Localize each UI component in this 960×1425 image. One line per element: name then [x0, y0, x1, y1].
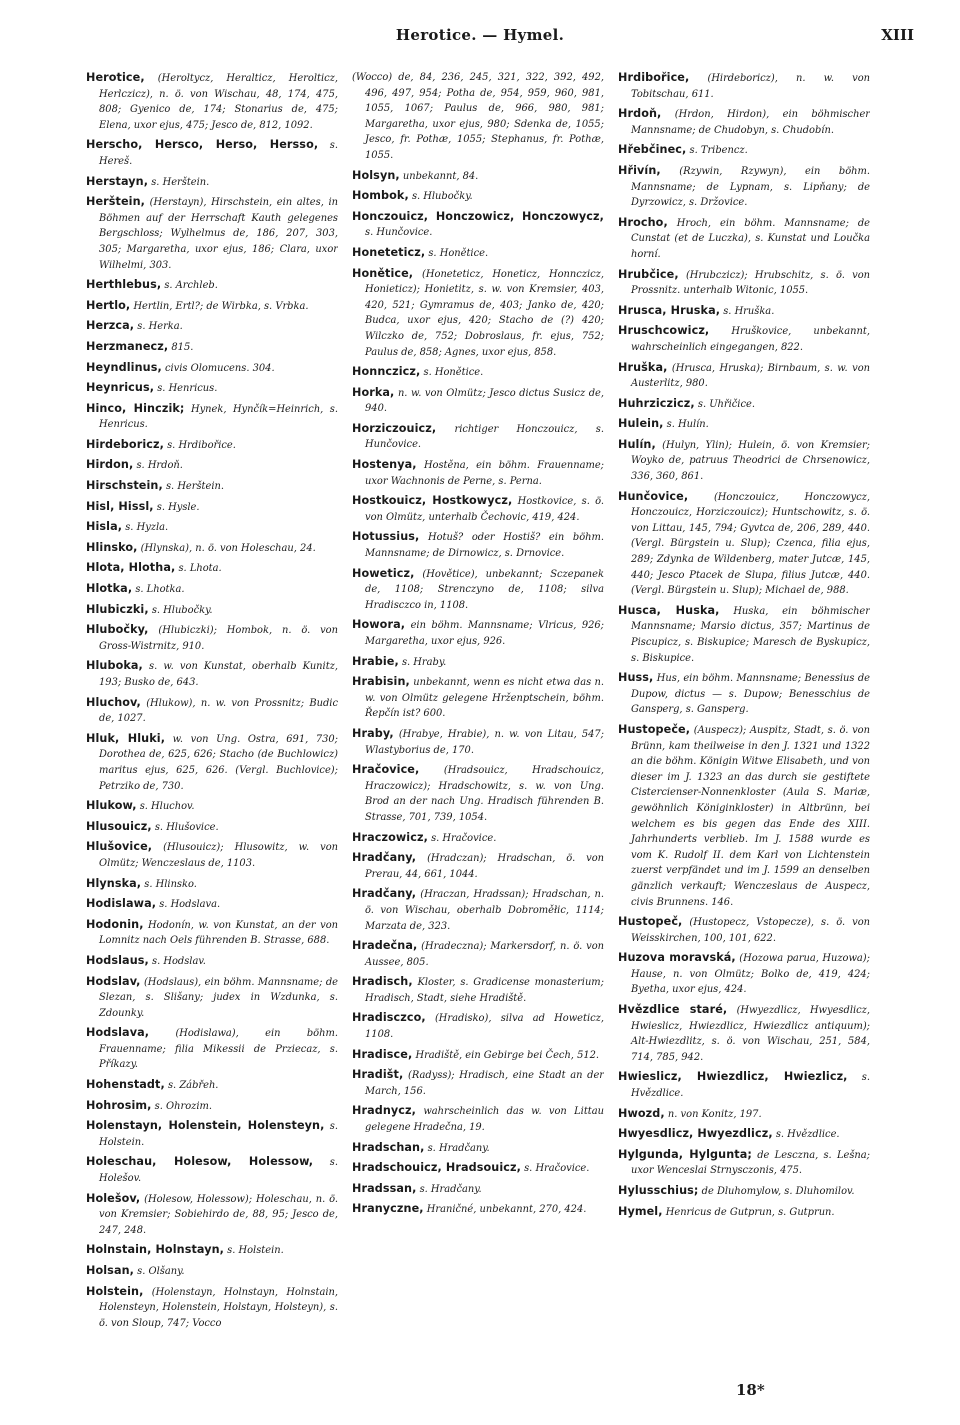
entry-text: Kloster, s. Gradicense monasterium; Hradisch, Stadt, siehe Hradiště.	[365, 977, 604, 1004]
entry-headword: Hradssan,	[352, 1181, 417, 1195]
entry-text: Huska, ein böhmischer Mannsname; Marsio dictus, 357; Martinus de Piscupicz, s. Biskupice; Maresch de Byskupicz, s. Biskupice.	[631, 605, 870, 664]
entry-headword: Hlusouicz,	[86, 819, 152, 833]
entry-text: s. Lhotka.	[135, 584, 185, 596]
entry-headword: Hluk, Hluki,	[86, 731, 166, 745]
entry-text: (Hlubiczki); Hombok, n. ö. von Gross-Wistrnitz, 910.	[99, 625, 338, 652]
index-entry	[352, 1181, 604, 1198]
entry-text: (Hrdon, Hirdon), ein böhmischer Mannsname; de Chudobyn, s. Chudobín.	[631, 109, 870, 136]
entry-headword: Hisla,	[86, 520, 123, 534]
index-entry	[86, 457, 338, 474]
column-left	[86, 70, 338, 1370]
entry-headword: Herzmanecz,	[86, 339, 169, 353]
entry-text: 815.	[171, 341, 194, 353]
entry-headword: Hylusschius;	[618, 1184, 699, 1197]
index-entry	[618, 950, 870, 998]
entry-text: (Hustopecz, Vstopecze), s. ö. von Weisskirchen, 100, 101, 622.	[631, 917, 870, 944]
entry-text: s. Hysle.	[156, 501, 200, 513]
index-entry	[618, 603, 870, 666]
index-entry	[352, 493, 604, 525]
index-entry	[86, 174, 338, 191]
entry-headword: Hirdon,	[86, 458, 134, 472]
entry-headword: Hustopeč,	[618, 915, 683, 929]
entry-text: (Auspecz); Auspitz, Stadt, s. ö. von Brünn, kam theilweise in den J. 1321 und 1322 an die böhm. Königin Witwe Elisabeth, und von dieser im J. 1323 an das durch sie gestiftete Cistercienser-Nonnenkloster (Aula S. Mariæ, gewöhnlich Königinkloster) in Altbrünn, bei welchem es bis gegen das Ende des XIII. Jahrhunderts verblieb. Im J. 1588 wurde es vom K. Rudolf II. dem Karl von Lichtenstein zuerst verpfändet und im J. 1599 an denselben gänzlich verkauft; Wenczeslaus de Auspecz, civis Brunnens. 146.	[631, 724, 870, 908]
entry-headword: Hwieslicz, Hwiezdlicz, Hwiezlicz,	[618, 1070, 848, 1084]
entry-text: w. von Ung. Ostra, 691, 730; Dorothea de, 625, 626; Stacho (de Buchlowicz) maritus ejus, 625, 626. (Vergl. Buchlovice); Petrziko de, 730.	[99, 733, 338, 792]
entry-headword: Honczouicz, Honczowicz, Honczowycz,	[352, 209, 604, 223]
index-entry	[618, 142, 870, 159]
entry-headword: Herzca,	[86, 319, 135, 333]
index-entry	[618, 360, 870, 392]
index-entry	[86, 581, 338, 598]
entry-headword: Hračovice,	[352, 763, 420, 777]
index-entry	[86, 1118, 338, 1150]
entry-headword: Hlukow,	[86, 799, 137, 813]
entry-text: s. Hodslava.	[159, 899, 221, 911]
entry-headword: Hrdoň,	[618, 107, 662, 121]
index-entry	[86, 622, 338, 654]
entry-headword: Hodslaus,	[86, 953, 149, 967]
index-entry	[86, 1025, 338, 1073]
entry-headword: Honeteticz,	[352, 245, 426, 259]
entry-headword: Hradčany,	[352, 851, 417, 865]
entry-text: Hradiště, ein Gebirge bei Čech, 512.	[415, 1049, 600, 1061]
index-entry	[86, 798, 338, 815]
column-right	[618, 70, 870, 1370]
index-entry	[352, 421, 604, 453]
entry-headword: Hostkouicz, Hostkowycz,	[352, 494, 513, 508]
entry-headword: Hwyesdlicz, Hwyezdlicz,	[618, 1127, 773, 1141]
entry-text: s. Hyzla.	[125, 522, 169, 534]
entry-headword: Hodslav,	[86, 974, 141, 988]
entry-headword: Hřivín,	[618, 163, 661, 177]
entry-headword: Hustopeče,	[618, 722, 691, 736]
index-entry	[86, 819, 338, 836]
index-entry	[352, 70, 604, 164]
entry-text: Hraničné, unbekannt, 270, 424.	[426, 1204, 587, 1216]
entry-headword: Hohrosim,	[86, 1098, 152, 1112]
running-head: Herotice. — Hymel.	[395, 26, 565, 44]
entry-headword: Hostenya,	[352, 458, 417, 472]
entry-text: richtiger Honczouicz, s. Hunčovice.	[365, 423, 604, 451]
entry-headword: Hrusca, Hruska,	[618, 303, 721, 317]
index-entry	[618, 267, 870, 299]
entry-headword: Herthlebus,	[86, 278, 162, 292]
entry-text: (Hirdeboricz), n. w. von Tobitschau, 611.	[631, 73, 870, 100]
index-entry	[86, 318, 338, 335]
entry-headword: Hlotka,	[86, 582, 133, 596]
entry-text: (Heroltycz, Heralticz, Herolticz, Herlczicz), n. ö. von Wischau, 48, 174, 475, 808; Gyenico de, 174; Stonarius de, 475; Elena, uxor ejus, 475; Jesco de, 812, 1092.	[99, 73, 338, 131]
entry-text: (Hlukow), n. w. von Prossnitz; Budic de, 1027.	[99, 697, 338, 725]
entry-text: s. Tribencz.	[689, 145, 748, 157]
entry-headword: Hřebčinec,	[618, 143, 687, 157]
column-middle	[352, 70, 604, 1370]
entry-text: (Rzywin, Rzywyn), ein böhm. Mannsname; de Lypnam, s. Lipňany; de Dyrzowicz, s. Držovice.	[631, 165, 870, 209]
entry-text: (Hraczan, Hradssan); Hradschan, n. ö. von Wischau, oberhalb Dobroměłic, 1114; Marzata de, 323.	[365, 889, 604, 932]
entry-headword: Hrubčice,	[618, 267, 679, 281]
index-entry	[86, 1098, 338, 1115]
index-entry	[352, 830, 604, 847]
entry-headword: Huss,	[618, 671, 654, 685]
entry-text: s. Hvězdlice.	[775, 1129, 840, 1141]
entry-text: (Hwyezdlicz, Hwyesdlicz, Hwieslicz, Hwiezdlicz, Hwiezdlicz antiquum); Alt-Hwiezdlitz, s. ö. von Wischau, 251, 584, 714, 785, 942.	[631, 1005, 870, 1063]
entry-headword: Hlinsko,	[86, 540, 138, 554]
entry-headword: Hirdeboricz,	[86, 437, 164, 451]
entry-headword: Heynricus,	[86, 381, 155, 395]
entry-text: Hotuš? oder Hostiš? ein böhm. Mannsname; de Dirnowicz, s. Drnovice.	[365, 532, 604, 560]
entry-text: (Hovětice), unbekannt; Sczepanek de, 1108; Strenczyno de, 1108; silva Hradisczco in, 1108.	[365, 568, 604, 611]
index-entry	[86, 1284, 338, 1332]
entry-text: Hostkovice, s. ö. von Olmütz, unterhalb Čechovic, 419, 424.	[365, 496, 604, 523]
entry-headword: Husca, Huska,	[618, 603, 720, 617]
entry-text: s. Lhota.	[178, 563, 222, 575]
entry-text: s. Ohrozim.	[154, 1100, 213, 1112]
entry-headword: Heyndlinus,	[86, 360, 162, 374]
index-entry	[86, 658, 338, 690]
entry-text: s. Hluchov.	[139, 801, 195, 813]
entry-headword: Hunčovice,	[618, 489, 689, 503]
index-entry	[86, 1263, 338, 1280]
entry-headword: Hluchov,	[86, 695, 141, 709]
entry-text: (Hradeczna); Markersdorf, n. ö. von Aussee, 805.	[365, 941, 604, 968]
entry-text: (Hlusouicz); Hlusowitz, w. von Olmütz; Wenczeslaus de, 1103.	[99, 842, 338, 869]
entry-text: Hus, ein böhm. Mannsname; Benessius de Dupow, dictus — s. Dupow; Benesschius de Gansperg, s. Gansperg.	[631, 673, 870, 716]
entry-headword: Horka,	[352, 385, 395, 399]
entry-text: s. Holstein.	[99, 1121, 338, 1148]
entry-headword: Hradisce,	[352, 1047, 413, 1061]
index-entry	[86, 1154, 338, 1186]
entry-headword: Horziczouicz,	[352, 421, 437, 435]
entry-text: s. Holstein.	[227, 1245, 284, 1257]
entry-text: de Lesczna, s. Lešna; uxor Wenceslai Strnysczonis, 475.	[631, 1149, 870, 1177]
entry-text: ein böhm. Mannsname; Vlricus, 926; Margaretha, uxor ejus, 926.	[365, 620, 604, 647]
entry-text: n. von Konitz, 197.	[667, 1108, 762, 1120]
entry-text: s. w. von Kunstat, oberhalb Kunitz, 193; Busko de, 643.	[99, 661, 338, 688]
index-entry	[352, 654, 604, 671]
entry-text: s. Zábřeh.	[167, 1080, 219, 1092]
entry-headword: Honětice,	[352, 266, 414, 280]
entry-headword: Hlynska,	[86, 876, 142, 890]
index-entry	[86, 695, 338, 727]
entry-text: (Hodslaus), ein böhm. Mannsname; de Slezan, s. Slišany; judex in Wzdunka, s. Zdounky.	[99, 976, 338, 1019]
entry-headword: Hradschan,	[352, 1140, 425, 1154]
index-entry	[352, 245, 604, 262]
entry-headword: Holešov,	[86, 1191, 141, 1205]
entry-text: (Hulyn, Ylin); Hulein, ö. von Kremsier; Woyko de, patruus Theodrici de Chrsenowicz, 336, 360, 861.	[631, 439, 870, 483]
entry-text: Hertlin, Ertl?; de Wirbka, s. Vrbka.	[133, 300, 309, 312]
entry-text: s. Hračovice.	[524, 1163, 590, 1175]
index-entry	[86, 731, 338, 794]
entry-text: s. Hlubočky.	[411, 191, 473, 203]
entry-headword: Hodonin,	[86, 917, 144, 931]
index-entry	[86, 519, 338, 536]
index-entry	[86, 70, 338, 133]
entry-text: (Herstayn), Hirschstein, ein altes, in Böhmen auf der Herrschaft Kauth gelegenes Bergschloss; Wylhelmus de, 186, 207, 303, 305; Margaretha, uxor ejus, 186; Clara, uxor Wilhelmi, 303.	[99, 197, 338, 271]
entry-headword: Herštein,	[86, 195, 146, 209]
index-entry	[352, 762, 604, 825]
entry-text: s. Honětice.	[423, 367, 484, 379]
index-entry	[86, 339, 338, 356]
entry-headword: Honnczicz,	[352, 365, 421, 379]
entry-text: Hruškovice, unbekannt, wahrscheinlich eingegangen, 822.	[631, 326, 870, 353]
index-entry	[86, 360, 338, 377]
entry-headword: Holeschau, Holesow, Holessow,	[86, 1155, 314, 1169]
index-entry	[352, 938, 604, 970]
index-entry	[618, 1002, 870, 1065]
entry-text: s. Uhřičice.	[697, 398, 755, 410]
entry-headword: Holenstayn, Holenstein, Holensteyn,	[86, 1119, 325, 1133]
entry-text: s. Hvězdlice.	[631, 1072, 870, 1100]
entry-headword: Hrabie,	[352, 654, 399, 668]
entry-headword: Hraczowicz,	[352, 830, 428, 844]
index-entry	[352, 364, 604, 381]
entry-text: s. Hradčany.	[419, 1183, 482, 1195]
entry-text: (Holenstayn, Holnstayn, Holnstain, Holensteyn, Holenstein, Holstayn, Holsteyn), s. ö. von Sloup, 747; Vocco	[99, 1286, 338, 1329]
index-entry	[618, 1183, 870, 1200]
index-entry	[352, 266, 604, 361]
index-entry	[86, 896, 338, 913]
index-entry	[86, 1191, 338, 1239]
entry-headword: Hradečna,	[352, 939, 418, 953]
entry-headword: Hotussius,	[352, 530, 420, 544]
entry-text: wahrscheinlich das w. von Littau gelegene Hradečna, 19.	[365, 1106, 604, 1134]
index-entry	[352, 1160, 604, 1177]
index-entry	[618, 303, 870, 320]
entry-headword: Hradišt,	[352, 1068, 404, 1082]
entry-text: unbekannt, wenn es nicht etwa das n. w. von Olmütz gelegene Hrženptschein, böhm. Řepčín ist? 600.	[365, 677, 604, 720]
entry-headword: Hertlo,	[86, 298, 131, 312]
index-entry	[86, 401, 338, 433]
page-number: XIII	[881, 26, 914, 44]
index-entry	[86, 876, 338, 893]
entry-text: (Radyss); Hradisch, eine Stadt an der March, 156.	[365, 1070, 604, 1097]
entry-text: s. Herštein.	[151, 176, 210, 188]
entry-text: s. Olšany.	[137, 1266, 185, 1277]
entry-text: s. Hulín.	[666, 419, 709, 431]
index-entry	[352, 1140, 604, 1157]
entry-headword: Hruška,	[618, 360, 668, 374]
index-columns	[86, 70, 906, 1370]
index-entry	[352, 457, 604, 489]
entry-text: (Hlynska), n. ö. von Holeschau, 24.	[140, 542, 316, 554]
index-entry	[86, 974, 338, 1022]
index-entry	[352, 974, 604, 1006]
index-entry	[352, 850, 604, 882]
entry-headword: Hymel,	[618, 1204, 663, 1218]
index-entry	[352, 566, 604, 614]
entry-text: (Hrabye, Hrabie), n. w. von Litau, 547; Wlastyborius de, 170.	[365, 728, 604, 756]
entry-headword: Hlušovice,	[86, 840, 153, 854]
index-entry	[86, 560, 338, 577]
entry-headword: Hlubočky,	[86, 623, 149, 637]
entry-text: s. Hruška.	[723, 305, 775, 317]
index-entry	[618, 163, 870, 211]
index-entry	[86, 1077, 338, 1094]
entry-headword: Holsyn,	[352, 168, 400, 182]
entry-headword: Holnstain, Holnstayn,	[86, 1243, 225, 1257]
index-entry	[86, 478, 338, 495]
entry-headword: Herscho, Hersco, Herso, Hersso,	[86, 138, 319, 152]
index-entry	[86, 540, 338, 557]
index-entry	[86, 602, 338, 619]
index-entry	[618, 1204, 870, 1221]
entry-text: (Wocco) de, 84, 236, 245, 321, 322, 392, 492, 496, 497, 954; Potha de, 954, 959, 960, 981, 1055, 1067; Paulus de, 966, 980, 981; Margaretha, uxor ejus, 980; Sdenka de, 1055; Jesco, fr. Pothæ, 1055; Stephanus, fr. Pothæ, 1055.	[352, 72, 604, 161]
entry-text: s. Hrdoň.	[136, 460, 183, 472]
entry-text: s. Henricus.	[157, 383, 218, 395]
entry-text: Hostěna, ein böhm. Frauenname; uxor Wachnonis de Perne, s. Perna.	[365, 460, 604, 487]
entry-text: s. Hradčany.	[427, 1142, 490, 1154]
entry-headword: Holsan,	[86, 1264, 135, 1277]
index-entry	[352, 188, 604, 205]
index-entry	[352, 726, 604, 758]
entry-text: civis Olomucens. 304.	[164, 362, 275, 374]
page-header	[0, 26, 960, 52]
index-entry	[86, 137, 338, 169]
index-entry	[352, 385, 604, 417]
entry-headword: Hradisch,	[352, 975, 413, 989]
entry-headword: Hirschstein,	[86, 479, 163, 493]
entry-text: s. Herka.	[137, 321, 183, 333]
index-entry	[352, 209, 604, 241]
entry-headword: Howora,	[352, 618, 406, 632]
entry-text: Hodonín, w. von Kunstat, an der von Lomnitz nach Oels führenden B. Strasse, 688.	[99, 919, 338, 947]
index-entry	[618, 106, 870, 138]
index-entry	[86, 839, 338, 871]
entry-text: s. Hodslav.	[152, 955, 206, 967]
entry-text: s. Holešov.	[99, 1157, 338, 1185]
entry-text: (Hrusca, Hruska); Birnbaum, s. w. von Austerlitz, 980.	[631, 362, 870, 390]
entry-text: Hynek, Hynčík=Heinrich, s. Henricus.	[99, 403, 338, 431]
index-entry	[86, 917, 338, 949]
index-entry	[618, 670, 870, 718]
entry-headword: Hluboka,	[86, 659, 143, 673]
entry-headword: Hodislawa,	[86, 897, 157, 911]
index-entry	[86, 277, 338, 294]
entry-text: s. Archleb.	[164, 280, 218, 292]
index-entry	[352, 1067, 604, 1099]
entry-headword: Hrdibořice,	[618, 71, 690, 84]
index-entry	[618, 1069, 870, 1101]
index-entry	[86, 953, 338, 970]
entry-text: s. Hlubočky.	[151, 604, 213, 616]
index-entry	[352, 1047, 604, 1064]
entry-headword: Hombok,	[352, 189, 409, 203]
entry-headword: Hlubiczki,	[86, 602, 149, 616]
entry-text: (Holesow, Holessow); Holeschau, n. ö. von Kremsier; Sobiehirdo de, 88, 95; Jesco de, 247, 248.	[99, 1193, 338, 1236]
index-entry	[618, 722, 870, 910]
entry-headword: Hohenstadt,	[86, 1078, 165, 1092]
entry-text: (Hozowa parua, Huzowa); Hause, n. von Olmütz; Bolko de, 419, 424; Byetha, uxor ejus, 424.	[631, 953, 870, 996]
entry-headword: Hwozd,	[618, 1106, 665, 1120]
index-entry	[352, 1201, 604, 1218]
entry-text: (Honeteticz, Honeticz, Honnczicz, Honieticz); Honietitz, s. w. von Kremsier, 403, 420, 521; Gymramus de, 403; Janko de, 420; Budca, uxor ejus, 420; Stacho de (?) 420; Wilczko de, 752; Dobroslaus, fr. ejus, 752; Paulus de, 858; Agnes, uxor ejus, 858.	[365, 268, 604, 358]
entry-text: s. Hereš.	[99, 140, 338, 167]
index-entry	[618, 1106, 870, 1123]
entry-text: Henricus de Gutprun, s. Gutprun.	[665, 1206, 835, 1218]
entry-text: (Hradisko), silva ad Howeticz, 1108.	[365, 1013, 604, 1041]
index-entry	[86, 499, 338, 516]
entry-text: Hroch, ein böhm. Mannsname; de Cunstat (et de Luczka), s. Kunstat und Loučka horní.	[631, 217, 870, 260]
index-entry	[618, 416, 870, 433]
index-entry	[352, 168, 604, 185]
entry-text: s. Hračovice.	[431, 832, 497, 844]
entry-text: (Hradczan); Hradschan, ö. von Prerau, 44, 661, 1044.	[365, 853, 604, 880]
entry-headword: Hraby,	[352, 726, 394, 740]
index-entry	[618, 323, 870, 355]
index-entry	[618, 215, 870, 263]
entry-headword: Hisl, Hissl,	[86, 499, 154, 513]
entry-headword: Holstein,	[86, 1284, 144, 1298]
index-entry	[618, 1147, 870, 1179]
entry-text: de Dluhomylow, s. Dluhomilov.	[701, 1186, 855, 1197]
index-entry	[86, 380, 338, 397]
entry-headword: Huzova moravská,	[618, 951, 736, 965]
entry-text: s. Honětice.	[428, 247, 489, 259]
entry-text: s. Hrdibořice.	[167, 439, 236, 451]
entry-text: (Hodislawa), ein böhm. Frauenname; filia Mikessii de Przieca​z, s. Příkazy.	[99, 1028, 338, 1071]
index-entry	[352, 1010, 604, 1042]
entry-headword: Hodslava,	[86, 1026, 150, 1040]
index-entry	[618, 396, 870, 413]
entry-headword: Hruschcowicz,	[618, 324, 710, 338]
entry-text: s. Herštein.	[165, 481, 225, 493]
index-entry	[86, 437, 338, 454]
entry-text: (Honczouicz, Honczowycz, Honczouicz, Horziczouicz); Huntschowitz, s. ö. von Littau, 145, 794; Gyvtca de, 206, 289, 440. (Vergl. Bürgstein u. Slup); Czenca, filia ejus, 289; Zdynka de Wildenberg, mater Jutcæ, 145, 440; Jesco Ptacek de Slupa, filius Jutcæ, 440. (Vergl. Bürgstein u. Slup); Michael de, 988.	[631, 491, 870, 597]
entry-headword: Hradisczco,	[352, 1011, 426, 1025]
entry-headword: Hulein,	[618, 417, 664, 431]
entry-headword: Hlota, Hlotha,	[86, 561, 176, 575]
entry-headword: Herstayn,	[86, 174, 149, 188]
entry-text: s. Hraby.	[401, 656, 447, 668]
entry-text: unbekannt, 84.	[402, 170, 479, 182]
index-entry	[352, 674, 604, 722]
index-entry	[352, 1103, 604, 1135]
entry-headword: Hranyczne,	[352, 1202, 424, 1216]
entry-headword: Hinco, Hinczik;	[86, 401, 185, 415]
index-entry	[618, 70, 870, 102]
index-entry	[618, 489, 870, 599]
entry-headword: Huhrziczicz,	[618, 396, 695, 410]
entry-headword: Howeticz,	[352, 566, 415, 580]
index-entry	[618, 1126, 870, 1143]
entry-headword: Hrabisin,	[352, 675, 410, 689]
index-entry	[352, 886, 604, 934]
entry-headword: Hradčany,	[352, 887, 417, 901]
entry-text: n. w. von Olmütz; Jesco dictus Susicz de, 940.	[365, 387, 604, 415]
entry-headword: Hylgunda, Hylgunta;	[618, 1147, 752, 1161]
entry-text: s. Hlušovice.	[154, 821, 219, 833]
signature-mark: 18*	[736, 1381, 765, 1399]
entry-text: (Hradsouicz, Hradschouicz, Hraczowicz); Hradschowitz, s. w. von Ung. Brod an der nach Ung. Hradisch führenden B. Strasse, 701, 739, 1054.	[365, 765, 604, 823]
index-entry	[352, 529, 604, 561]
entry-text: s. Hlinsko.	[144, 878, 197, 890]
entry-text: s. Hunčovice.	[365, 227, 433, 239]
entry-headword: Hvězdlice staré,	[618, 1003, 728, 1017]
entry-headword: Hrocho,	[618, 215, 668, 229]
index-entry	[86, 194, 338, 273]
entry-headword: Hradnycz,	[352, 1104, 416, 1118]
entry-headword: Herotice,	[86, 71, 145, 84]
entry-headword: Hradschouicz, Hradsouicz,	[352, 1161, 521, 1175]
index-entry	[618, 437, 870, 485]
index-entry	[86, 298, 338, 315]
index-entry	[618, 914, 870, 946]
index-entry	[352, 617, 604, 649]
entry-text: (Hrubczicz); Hrubschitz, s. ö. von Prossnitz. unterhalb Witonic, 1055.	[631, 269, 870, 297]
entry-headword: Hulín,	[618, 437, 656, 451]
index-entry	[86, 1242, 338, 1259]
